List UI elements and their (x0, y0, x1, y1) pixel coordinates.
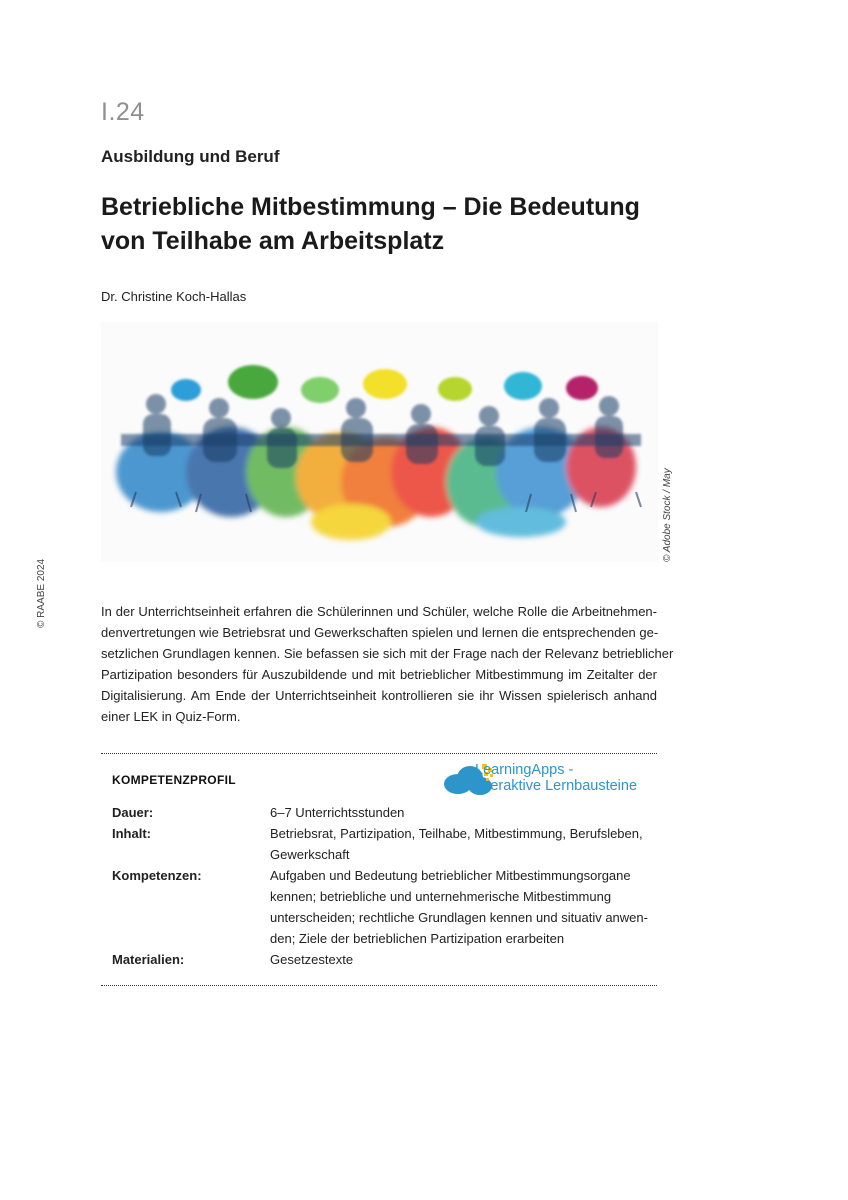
kp-value (270, 865, 660, 949)
category-heading: Ausbildung und Beruf (101, 147, 280, 166)
kp-label: Materialien: (112, 952, 185, 967)
intro-line: Digitalisierung. Am Ende der Unterrichtseinheit kontrollieren sie ihr Wissen spielerisch anhand (101, 688, 657, 703)
kp-value-line: unterscheiden; rechtliche Grundlagen kennen und situativ anwen- (270, 910, 648, 925)
intro-line: einer LEK in Quiz-Form. (101, 709, 241, 724)
kp-value-line: 6–7 Unterrichtsstunden (270, 805, 405, 820)
page-title (101, 190, 701, 258)
divider-bottom (101, 985, 657, 986)
kp-value (270, 949, 660, 970)
kp-value-line: Gewerkschaft (270, 847, 350, 862)
intro-line: Partizipation besonders für Auszubildende und mit betrieblicher Mitbestimmung im Zeitalter der (101, 667, 657, 682)
image-credit: © Adobe Stock / May (662, 468, 673, 562)
learningapps-line-2: interaktive Lernbausteine (475, 778, 638, 794)
learningapps-text (475, 762, 637, 794)
kp-label: Kompetenzen: (112, 868, 202, 883)
kp-label: Inhalt: (112, 826, 151, 841)
kp-value-line: Aufgaben und Bedeutung betrieblicher Mitbestimmungsorgane (270, 868, 631, 883)
kompetenzprofil-heading: KOMPETENZPROFIL (112, 773, 236, 787)
intro-line: In der Unterrichtseinheit erfahren die Schülerinnen und Schüler, welche Rolle die Arbeitnehmen- (101, 604, 657, 619)
title-line-1: Betriebliche Mitbestimmung – Die Bedeutung (101, 193, 640, 221)
kp-value-line: Betriebsrat, Partizipation, Teilhabe, Mitbestimmung, Berufsleben, (270, 826, 643, 841)
kp-value-line: kennen; betriebliche und unternehmerische Mitbestimmung (270, 889, 612, 904)
kp-value-line: den; Ziele der betrieblichen Partizipation erarbeiten (270, 931, 565, 946)
intro-line: setzlichen Grundlagen kennen. Sie befassen sie sich mit der Frage nach der Relevanz betrieblicher (101, 646, 674, 661)
title-line-2: von Teilhabe am Arbeitsplatz (101, 227, 445, 255)
intro-paragraph (101, 601, 674, 727)
kp-label: Dauer: (112, 805, 154, 820)
kp-value (270, 802, 660, 823)
kp-value-line: Gesetzestexte (270, 952, 354, 967)
learningapps-line-1: LearningApps - (475, 762, 574, 778)
meeting-illustration (101, 322, 658, 562)
divider-top (101, 753, 657, 754)
author: Dr. Christine Koch-Hallas (101, 289, 247, 304)
intro-line: denvertretungen wie Betriebsrat und Gewerkschaften spielen und lernen die entsprechenden ge- (101, 625, 659, 640)
kp-value (270, 823, 660, 865)
unit-code: I.24 (101, 98, 145, 126)
copyright-note: © RAABE 2024 (36, 558, 47, 628)
